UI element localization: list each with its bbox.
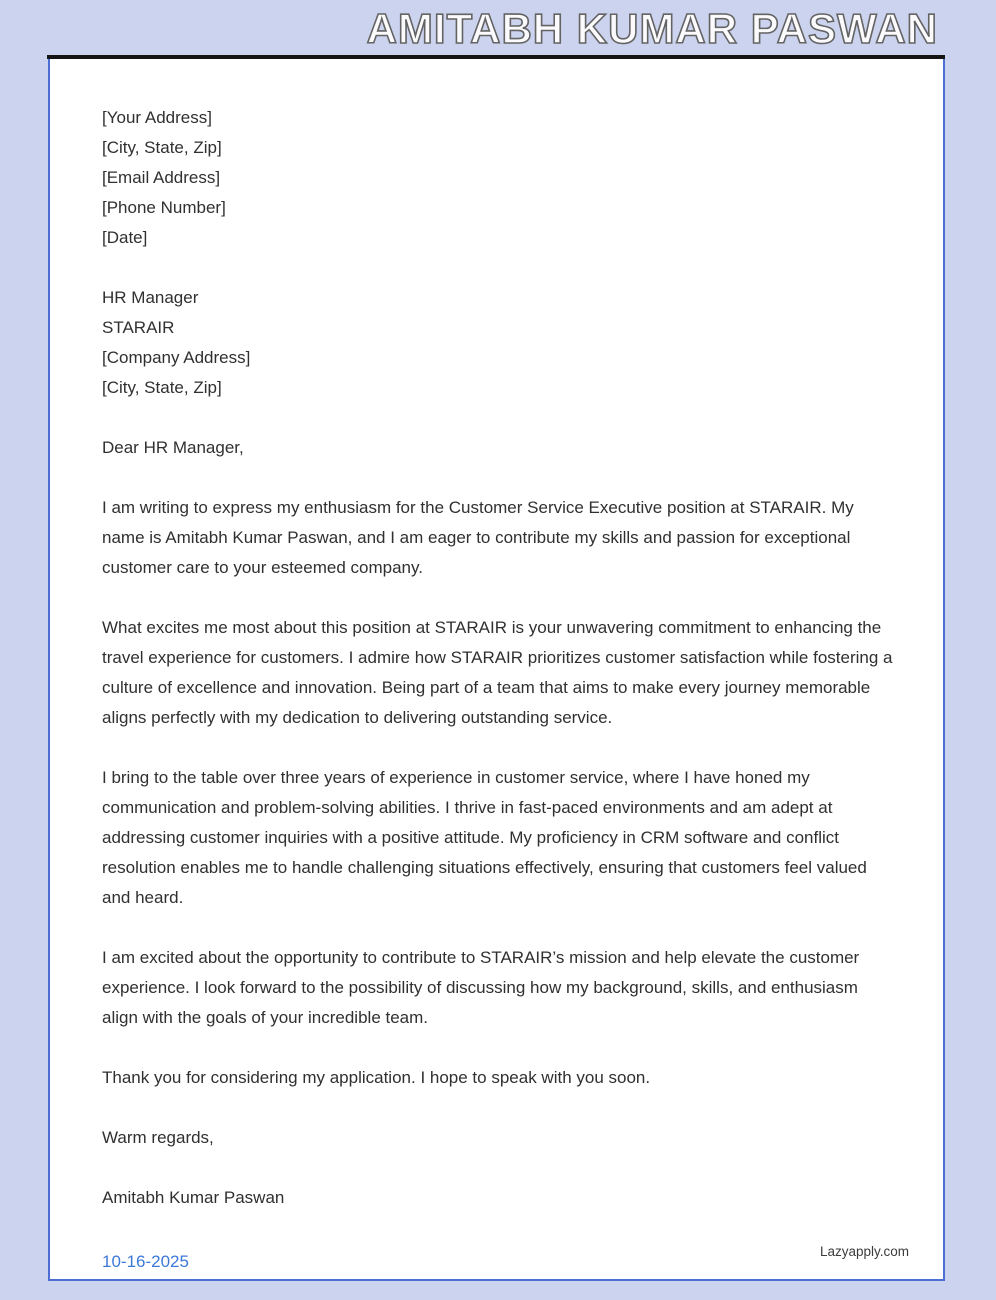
brand-watermark: Lazyapply.com xyxy=(819,1244,909,1259)
sender-address-line: [City, State, Zip] xyxy=(102,138,222,157)
recipient-address-line: STARAIR xyxy=(102,318,175,337)
body-paragraph: I bring to the table over three years of experience in customer service, where I have honed my communication and problem-solving abilities. I thrive in fast-paced environments and am adept at addressing customer inquiries with a positive attitude. My proficiency in CRM software and conflict resolution enables me to handle challenging situations effectively, ensuring that customers feel valued and heard. xyxy=(102,768,867,907)
salutation-text: Dear HR Manager, xyxy=(102,438,244,457)
sender-address-line: [Email Address] xyxy=(102,168,221,187)
body-paragraph: What excites me most about this position at STARAIR is your unwavering commitment to enhancing the travel experience for customers. I admire how STARAIR prioritizes customer satisfaction while fostering a culture of excellence and innovation. Being part of a team that aims to make every journey memorable aligns perfectly with my dedication to delivering outstanding service. xyxy=(102,618,893,727)
body-paragraph: Thank you for considering my application. I hope to speak with you soon. xyxy=(102,1068,651,1087)
sender-address-line: [Your Address] xyxy=(102,108,212,127)
recipient-address-line: [Company Address] xyxy=(102,348,251,367)
recipient-address-line: [City, State, Zip] xyxy=(102,378,222,397)
recipient-address-line: HR Manager xyxy=(102,288,199,307)
sender-address-line: [Phone Number] xyxy=(102,198,226,217)
recipient-address-block xyxy=(102,283,897,403)
sender-address-line: [Date] xyxy=(102,228,148,247)
page-title: AMITABH KUMAR PASWAN xyxy=(366,5,938,52)
date-stamp: 10-16-2025 xyxy=(102,1252,189,1271)
closing: Warm regards, xyxy=(102,1128,214,1147)
body-paragraph: I am writing to express my enthusiasm for the Customer Service Executive position at STARAIR. My name is Amitabh Kumar Paswan, and I am eager to contribute my skills and passion for exceptional customer care to your esteemed company. xyxy=(102,498,854,577)
letter-card xyxy=(48,59,945,1281)
signature: Amitabh Kumar Paswan xyxy=(102,1188,285,1207)
sender-address-block xyxy=(102,103,897,253)
salutation xyxy=(102,433,897,463)
body-paragraph: I am excited about the opportunity to contribute to STARAIR’s mission and help elevate the customer experience. I look forward to the possibility of discussing how my background, skills, and enthusiasm align with the goals of your incredible team. xyxy=(102,948,860,1027)
